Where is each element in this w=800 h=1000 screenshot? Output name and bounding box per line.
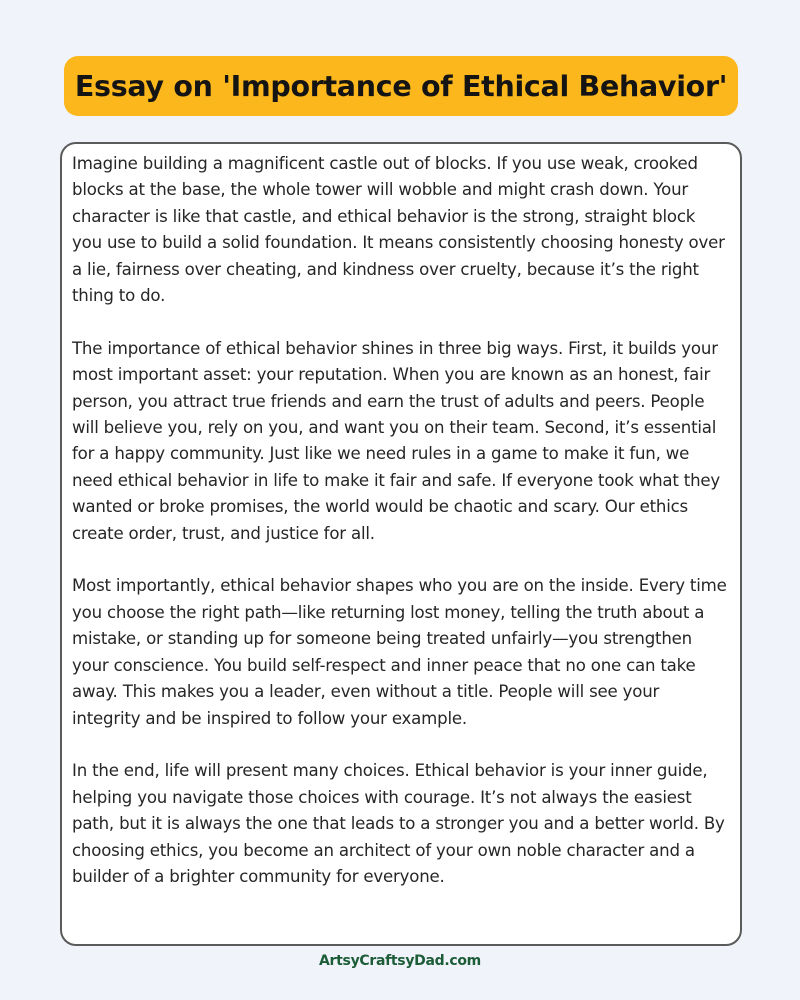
- essay-paragraph-1: Imagine building a magnificent castle out of blocks. If you use weak, crooked blocks at the base, the whole tower will wobble and might crash down. Your character is like that castle, and ethical behavior is the strong, straight block you use to build a solid foundation. It means consistently choosing honesty over a lie, fairness over cheating, and kindness over cruelty, because it’s the right thing to do.: [72, 154, 725, 306]
- title-banner: [64, 56, 738, 116]
- essay-body: [60, 142, 742, 946]
- essay-paragraph-2: The importance of ethical behavior shines in three big ways. First, it builds your most important asset: your reputation. When you are known as an honest, fair person, you attract true friends and earn the trust of adults and peers. People will believe you, rely on you, and want you on their team. Second, it’s essential for a happy community. Just like we need rules in a game to make it fun, we need ethical behavior in life to make it fair and safe. If everyone took what they wanted or broke promises, the world would be chaotic and scary. Our ethics create order, trust, and justice for all.: [72, 338, 721, 543]
- footer-brand: ArtsyCraftsyDad.com: [319, 953, 481, 969]
- essay-paragraph-4: In the end, life will present many choices. Ethical behavior is your inner guide, helping you navigate those choices with courage. It’s not always the easiest path, but it is always the one that leads to a stronger you and a better world. By choosing ethics, you become an architect of your own noble character and a builder of a brighter community for everyone.: [72, 761, 725, 886]
- essay-paragraph-3: Most importantly, ethical behavior shapes who you are on the inside. Every time you choose the right path—like returning lost money, telling the truth about a mistake, or standing up for someone being treated unfairly—you strengthen your conscience. You build self-respect and inner peace that no one can take away. This makes you a leader, even without a title. People will see your integrity and be inspired to follow your example.: [72, 576, 727, 728]
- page-title: Essay on 'Importance of Ethical Behavior': [74, 69, 728, 103]
